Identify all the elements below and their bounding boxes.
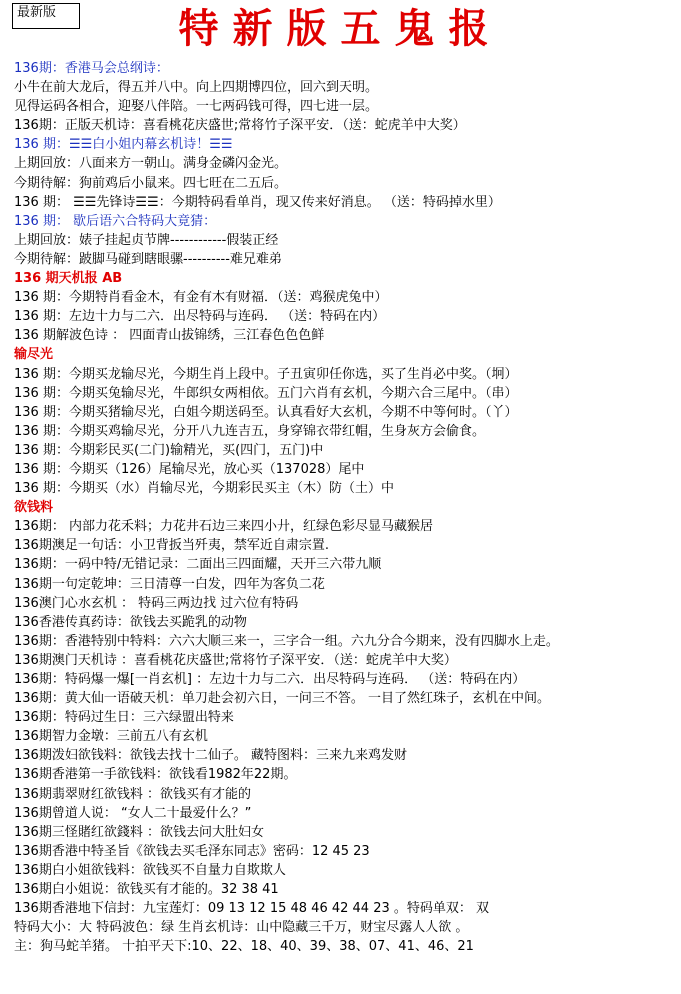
section-heading: 欲钱料	[14, 500, 54, 516]
text-line: 136期翡翠财红欲钱料 ：欲钱买有才能的	[14, 786, 251, 802]
text-line: 136期香港第一手欲钱料：欲钱看1982年22期。	[14, 767, 297, 783]
text-line: 136期： 内部力花禾料；力花井石边三来四小廾，红绿色彩尽显马藏猴居	[14, 519, 433, 535]
text-line: 136香港传真药诗：欲钱去买跪乳的动物	[14, 614, 247, 630]
text-line: 136 期：今期特肖看金木，有金有木有财福．（送：鸡猴虎兔中）	[14, 290, 388, 306]
text-line: 136 期：今期买龙输尽光，今期生肖上段中。子丑寅卯任你选，买了生肖必中奖。（坰）	[14, 366, 518, 382]
text-line: 136 期：今期买鸡输尽光，分开八九连吉五，身穿锦衣带红帽，生身灰方会偷食。	[14, 423, 485, 439]
edition-badge: 最新版	[12, 3, 80, 29]
text-line: 上期回放：八面来方一朝山。满身金磷闪金光。	[14, 156, 288, 172]
text-line: 特码大小：大 特码波色：绿 生肖玄机诗：山中隐藏三千万，财宝尽露人人欲 。	[14, 920, 469, 936]
text-line: 136期泼妇欲钱料：欲钱去找十二仙子。 藏特图料：三来九来鸡发财	[14, 748, 407, 764]
text-line: 小牛在前大龙后，得五并八中。向上四期博四位，回六到天明。	[14, 80, 379, 96]
text-line: 136期：香港特别中特料：六六大顺三来一，三字合一组。六九分合今期来，没有四脚水上走。	[14, 633, 559, 649]
text-line: 136 期： 歇后语六合特码大竟猜：	[14, 213, 217, 229]
text-line: 136 期：今期买（水）肖输尽光，今期彩民买主（木）防（土）中	[14, 481, 394, 497]
text-line: 136 期解波色诗 ： 四面青山拔锦绣，三江春色色色鲜	[14, 328, 325, 344]
text-line: 136期香港地下信封：九宝莲灯：09 13 12 15 48 46 42 44 23 。特码单双： 双	[14, 901, 490, 917]
text-line: 136 期：☰☰白小姐内幕玄机诗！☰☰	[14, 137, 233, 153]
content-lines	[14, 59, 678, 956]
text-line: 136澳门心水玄机 ： 特码三两边找 过六位有特码	[14, 595, 299, 611]
text-line: 136期香港中特圣旨《欲钱去买毛泽东同志》密码：12 45 23	[14, 843, 370, 859]
text-line: 136期：特码爆一爆[一肖玄机] ：左边十力与二六．出尽特码与连码． （送：特码在内）	[14, 672, 526, 687]
text-line: 136期白小姐说：欲钱买有才能的。32 38 41	[14, 882, 279, 898]
text-line: 136期：特码过生日：三六绿盟出特来	[14, 710, 234, 726]
text-line: 136期白小姐欲钱料：欲钱买不自量力自欺欺人	[14, 862, 286, 878]
text-line: 见得运码各相合，迎娶八伴陪。一七两码钱可得，四七进一层。	[14, 99, 379, 115]
text-line: 136 期：今期彩民买(二门)输精光，买(四门，五门)中	[14, 442, 324, 458]
text-line: 主：狗马蛇羊猪。 十拍平天下:10、22、18、40、39、38、07、41、46、21	[14, 939, 474, 955]
text-line: 136 期：今期买猪输尽光，白姐今期送码至。认真看好大玄机，今期不中等何时。（丫）	[14, 404, 518, 420]
text-line: 136期三怪賭红欲錢料 ：欲钱去问大肚妇女	[14, 824, 264, 840]
text-line: 136期：正版天机诗：喜看桃花庆盛世;常将竹子深平安．（送：蛇虎羊中大奖）	[14, 118, 466, 134]
section-heading: 输尽光	[14, 347, 54, 363]
text-line: 136期澳门天机诗 ：喜看桃花庆盛世;常将竹子深平安．（送：蛇虎羊中大奖）	[14, 652, 457, 668]
text-line: 136 期：左边十力与二六．出尽特码与连码． （送：特码在内）	[14, 309, 386, 325]
text-line: 今期待解：跛脚马碰到瞎眼骡----------难兄难弟	[14, 251, 282, 267]
text-line: 136期：黄大仙一语破天机：单刀赴会初六日，一问三不答。 一目了然红珠子，玄机在中间。	[14, 691, 550, 707]
text-line: 136期：一码中特/无错记录：二面出三四面耀，天开三六带九顺	[14, 557, 382, 573]
text-line: 136期曾道人说： “女人二十最爱什么？”	[14, 805, 252, 821]
section-heading: 136 期天机报 AB	[14, 271, 123, 287]
text-line: 136 期：今期买（126）尾输尽光，放心买（137028）尾中	[14, 461, 365, 477]
page-title: 特新版五鬼报	[178, 5, 503, 52]
text-line: 136期：香港马会总纲诗：	[14, 61, 169, 76]
text-line: 上期回放：婊子挂起贞节牌------------假装正经	[14, 232, 279, 248]
text-line: 136期智力金墩：三前五八有玄机	[14, 729, 208, 745]
text-line: 136期一句定乾坤：三日清尊一白发，四年为客负二花	[14, 576, 325, 592]
text-line: 今期待解：狗前鸡后小鼠来。四七旺在二五后。	[14, 175, 288, 191]
text-line: 136 期： ☰☰先锋诗☰☰：今期特码看单肖，现又传来好消息。 （送：特码掉水里）	[14, 194, 501, 210]
text-line: 136期澳足一句话：小卫背扳当歼夷，禁军近自肃宗置.	[14, 538, 329, 554]
text-line: 136 期：今期买兔输尽光，牛郎织女两相依。五门六肖有玄机，今期六合三尾中。（串）	[14, 385, 518, 401]
